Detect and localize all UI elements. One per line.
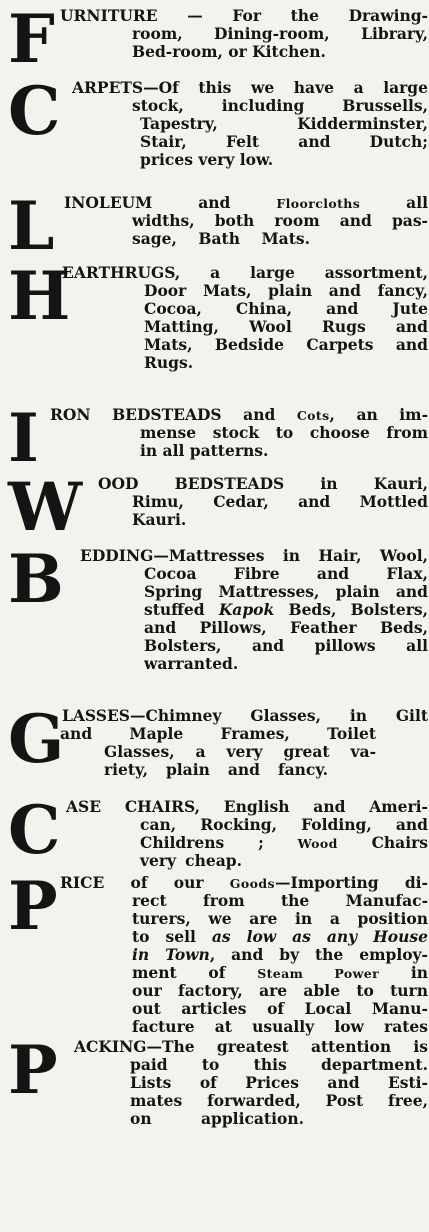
drop-cap-initial: B <box>8 540 64 618</box>
entry-text-line <box>144 655 248 673</box>
text-run: warranted. <box>144 654 239 673</box>
text-run: Rimu, Cedar, and Mottled <box>132 492 428 511</box>
text-run: on application. <box>130 1109 304 1128</box>
text-run: Spring Mattresses, plain and <box>144 582 428 601</box>
text-run: INOLEUM and <box>64 193 277 212</box>
text-run: stock, including Brussells, <box>132 96 428 115</box>
entry-heading-line <box>66 798 428 816</box>
text-run: RICE of our <box>60 873 230 892</box>
text-run: stuffed <box>144 600 219 619</box>
entry-text-line <box>140 133 428 151</box>
entry-text-line <box>140 852 242 870</box>
entry-heading-line <box>98 475 428 493</box>
text-run: facture at usually low rates <box>132 1017 428 1036</box>
entry-text-line <box>132 97 428 115</box>
entry-text-line <box>130 1074 428 1092</box>
text-run: Mats, Bedside Carpets and <box>144 335 428 354</box>
text-run: ASE CHAIRS, English and Ameri- <box>66 797 428 816</box>
ad-entry <box>0 540 429 678</box>
text-run: widths, both room and pas- <box>132 211 428 230</box>
text-run: OOD BEDSTEADS in Kauri, <box>98 474 428 493</box>
entry-text-line <box>140 424 428 442</box>
text-run: Childrens ; <box>140 833 298 852</box>
small-caps-text: Cots <box>296 408 330 423</box>
entry-text-line <box>132 928 428 946</box>
entry-heading-line <box>72 79 428 97</box>
text-run: Matting, Wool Rugs and <box>144 317 428 336</box>
text-run: prices very low. <box>140 150 274 169</box>
text-run: Lists of Prices and Esti- <box>130 1073 428 1092</box>
entry-text-line <box>132 892 428 910</box>
text-run: RON BEDSTEADS and <box>50 405 297 424</box>
drop-cap-initial: I <box>8 399 39 477</box>
entry-text-line <box>132 25 428 43</box>
entry-text-line <box>144 318 428 336</box>
ad-entry <box>0 0 429 78</box>
text-run: very cheap. <box>140 851 242 870</box>
entry-text-line <box>140 441 269 460</box>
drop-cap-initial: F <box>8 0 55 78</box>
entry-text-line <box>144 336 428 354</box>
small-caps-text: Wood <box>297 836 338 851</box>
text-run: paid to this department. <box>130 1055 428 1074</box>
text-run: Bed-room, or Kitchen. <box>132 42 326 61</box>
text-run: turers, we are in a position <box>132 909 428 928</box>
small-caps-text: Steam Power <box>257 966 380 981</box>
entry-text-line <box>130 1110 304 1128</box>
text-run: EARTHRUGS, a large assortment, <box>62 263 428 282</box>
text-run: mense stock to choose from <box>140 423 428 442</box>
text-run: LASSES—Chimney Glasses, in Gilt <box>62 706 428 725</box>
text-run: and Maple Frames, Toilet <box>60 724 376 743</box>
entry-text-line <box>60 725 376 743</box>
text-run: Kauri. <box>132 510 187 529</box>
entry-text-line <box>144 619 428 637</box>
text-run: —Importing di- <box>274 873 428 892</box>
drop-cap-initial: W <box>8 468 83 546</box>
text-run: sage, Bath Mats. <box>132 229 310 248</box>
ad-entry <box>0 700 429 784</box>
text-run: ACKING—The greatest attention is <box>74 1037 428 1056</box>
text-run: Beds, Bolsters, <box>274 600 428 619</box>
text-run: , an im- <box>329 405 428 424</box>
text-run: rect from the Manufac- <box>132 891 428 910</box>
text-run: out articles of Local Manu- <box>132 999 428 1018</box>
text-run: to sell <box>132 927 212 946</box>
text-run: can, Rocking, Folding, and <box>140 815 428 834</box>
entry-text-line <box>132 1000 428 1018</box>
text-run: Door Mats, plain and fancy, <box>144 281 428 300</box>
italic-text: in Town <box>132 945 210 964</box>
text-run: and Pillows, Feather Beds, <box>144 618 428 637</box>
entry-text-line <box>104 761 328 779</box>
text-run: Glasses, a very great va- <box>104 742 376 761</box>
ad-entry <box>0 257 429 377</box>
entry-text-line <box>104 743 376 761</box>
entry-text-line <box>144 601 428 619</box>
text-run: all <box>360 193 428 212</box>
text-run: Cocoa Fibre and Flax, <box>144 564 428 583</box>
text-run: in <box>379 963 428 982</box>
ad-entry <box>0 187 429 265</box>
entry-text-line <box>132 511 188 529</box>
text-run: in all patterns. <box>140 441 269 460</box>
entry-text-line <box>132 42 326 61</box>
text-run: ment of <box>132 963 258 982</box>
drop-cap-initial: C <box>8 72 61 150</box>
text-run: Chairs <box>337 833 428 852</box>
entry-text-line <box>140 150 274 169</box>
entry-text-line <box>144 300 428 318</box>
entry-text-line <box>132 230 310 248</box>
entry-heading-line <box>62 707 428 725</box>
text-run: mates forwarded, Post free, <box>130 1091 428 1110</box>
small-caps-text: Goods <box>229 876 275 891</box>
small-caps-text: Floorcloths <box>276 196 361 211</box>
ad-entry <box>0 867 429 1041</box>
entry-text-line <box>144 637 428 655</box>
drop-cap-initial: G <box>8 700 65 778</box>
entry-text-line <box>132 946 428 964</box>
entry-text-line <box>132 212 428 230</box>
entry-text-line <box>130 1092 428 1110</box>
entry-heading-line <box>62 264 428 282</box>
entry-text-line <box>132 493 428 511</box>
text-run: room, Dining-room, Library, <box>132 24 428 43</box>
italic-text: as low as any House <box>211 927 429 946</box>
text-run: , and by the employ- <box>209 945 428 964</box>
entry-text-line <box>140 816 428 834</box>
text-run: Cocoa, China, and Jute <box>144 299 428 318</box>
drop-cap-initial: C <box>8 791 61 869</box>
entry-text-line <box>144 282 428 300</box>
entry-text-line <box>144 353 194 372</box>
entry-text-line <box>140 115 428 133</box>
italic-text: Kapok <box>218 600 275 619</box>
text-run: Tapestry, Kidderminster, <box>140 114 428 133</box>
text-run: ARPETS—Of this we have a large <box>72 78 428 97</box>
entry-text-line <box>132 910 428 928</box>
text-run: EDDING—Mattresses in Hair, Wool, <box>80 546 428 565</box>
ad-entry <box>0 72 429 174</box>
text-run: Bolsters, and pillows all <box>144 636 428 655</box>
entry-text-line <box>144 565 428 583</box>
text-run: riety, plain and fancy. <box>104 760 328 779</box>
ad-entry <box>0 399 429 477</box>
entry-heading-line <box>80 547 428 565</box>
ad-entry <box>0 791 429 875</box>
text-run: our factory, are able to turn <box>132 981 428 1000</box>
entry-text-line <box>130 1056 428 1074</box>
drop-cap-initial: P <box>8 1031 58 1109</box>
ad-entry <box>0 468 429 546</box>
text-run: URNITURE — For the Drawing- <box>60 6 428 25</box>
ad-entry <box>0 1031 429 1133</box>
text-run: Rugs. <box>144 353 194 372</box>
entry-heading-line <box>74 1038 428 1056</box>
entry-heading-line <box>60 7 428 25</box>
drop-cap-initial: H <box>8 257 71 335</box>
drop-cap-initial: L <box>8 187 55 265</box>
drop-cap-initial: P <box>8 867 58 945</box>
entry-text-line <box>132 982 428 1000</box>
entry-text-line <box>144 583 428 601</box>
entry-text-line <box>132 1018 428 1036</box>
text-run: Stair, Felt and Dutch; <box>140 132 428 151</box>
